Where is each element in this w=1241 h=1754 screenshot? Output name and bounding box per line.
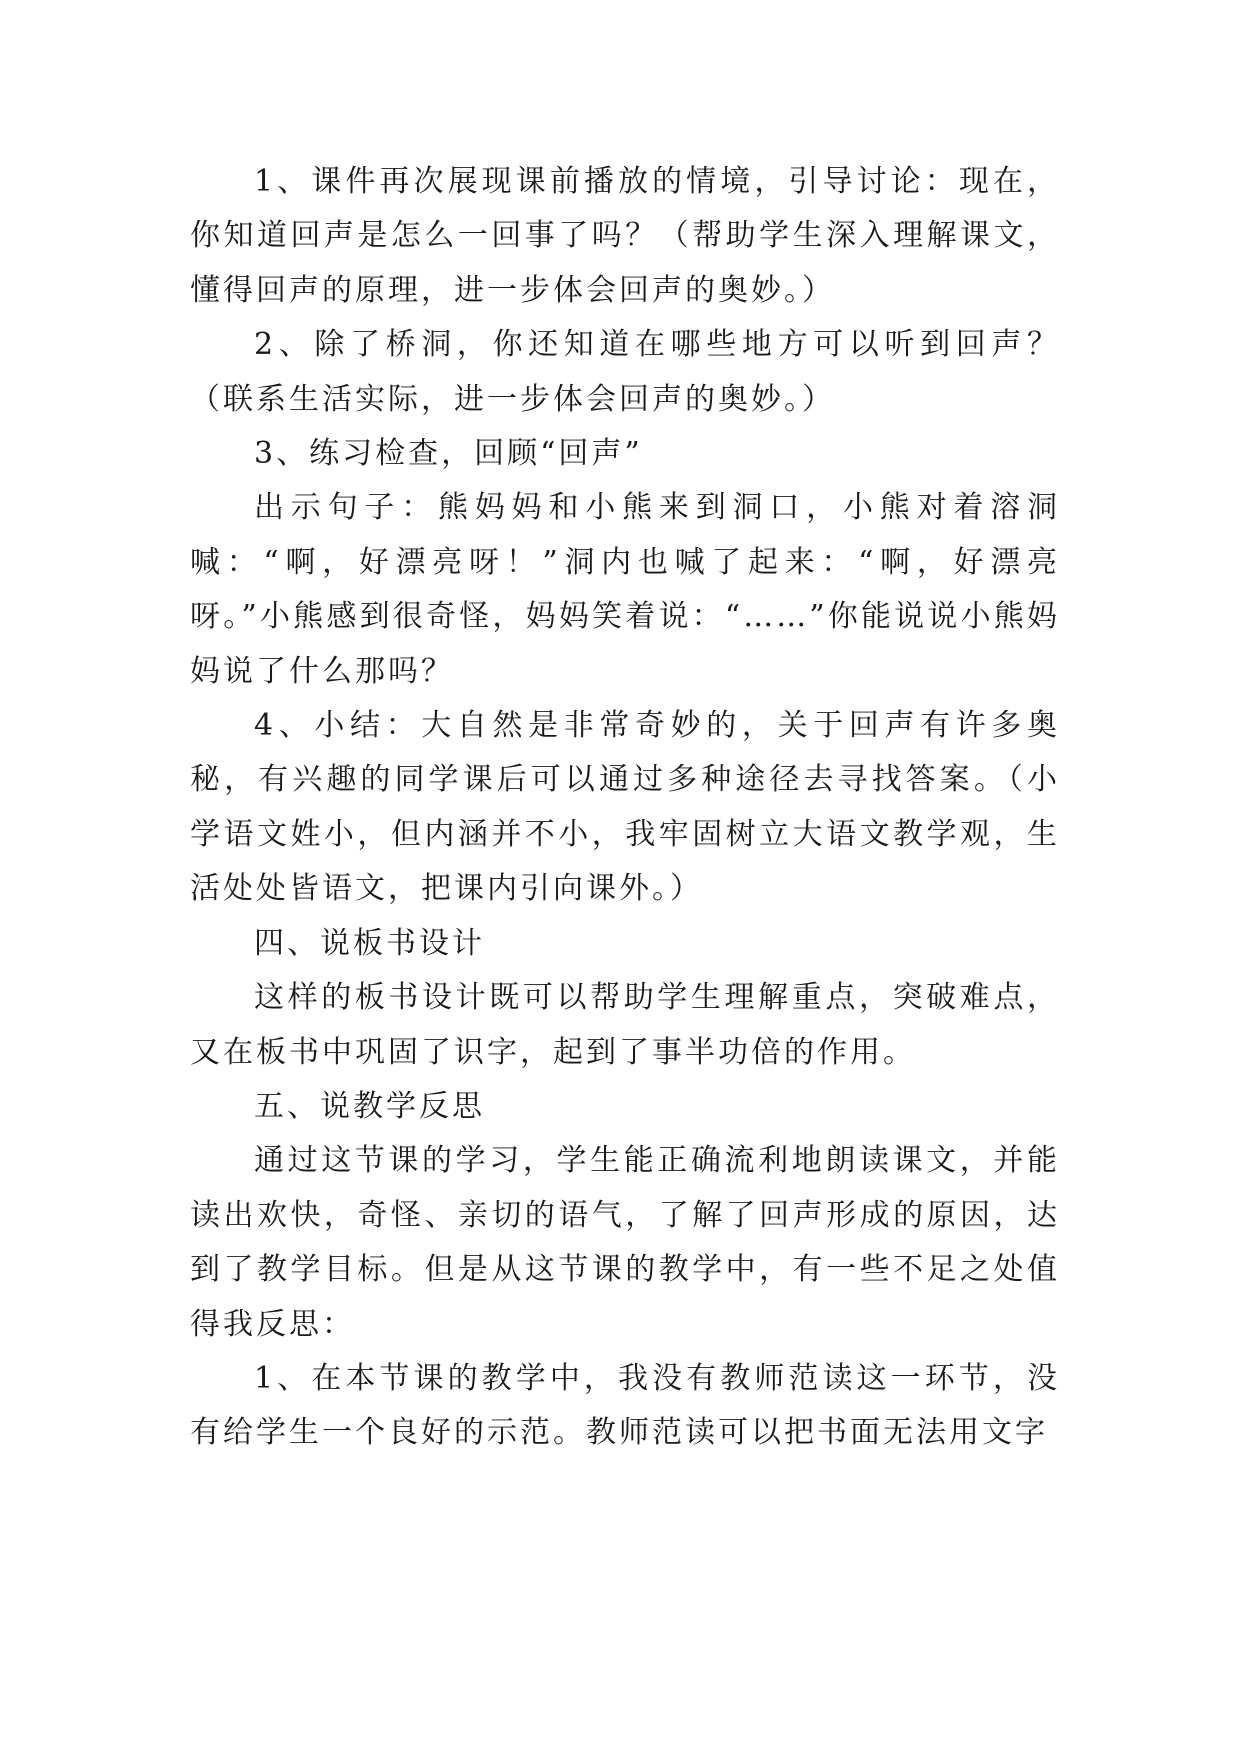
paragraph-5: 4、小结：大自然是非常奇妙的，关于回声有许多奥秘，有兴趣的同学课后可以通过多种途径去寻找答案。（小学语文姓小，但内涵并不小，我牢固树立大语文教学观，生活处处皆语文，把课内引向课外。） [190, 708, 1060, 907]
section-heading-board-design: 四、说板书设计 [254, 925, 485, 961]
paragraph-1: 1、课件再次展现课前播放的情境，引导讨论：现在，你知道回声是怎么一回事了吗？（帮助学生深入理解课文，懂得回声的原理，进一步体会回声的奥妙。） [190, 164, 1060, 308]
paragraph-7: 这样的板书设计既可以帮助学生理解重点，突破难点，又在板书中巩固了识字，起到了事半功倍的作用。 [190, 980, 1060, 1070]
paragraph-3: 3、练习检查，回顾“回声” [254, 436, 643, 472]
paragraph-9: 通过这节课的学习，学生能正确流利地朗读课文，并能读出欢快，奇怪、亲切的语气，了解了回声形成的原因，达到了教学目标。但是从这节课的教学中，有一些不足之处值得我反思： [190, 1143, 1060, 1342]
document-body [190, 155, 1060, 1461]
paragraph-10: 1、在本节课的教学中，我没有教师范读这一环节，没有给学生一个良好的示范。教师范读可以把书面无法用文字 [190, 1360, 1060, 1451]
paragraph-4: 出示句子：熊妈妈和小熊来到洞口，小熊对着溶洞喊：“啊，好漂亮呀！”洞内也喊了起来：“啊，好漂亮呀。”小熊感到很奇怪，妈妈笑着说：“……”你能说说小熊妈妈说了什么那吗？ [190, 490, 1060, 689]
section-heading-teaching-reflection: 五、说教学反思 [254, 1088, 485, 1124]
paragraph-2: 2、除了桥洞，你还知道在哪些地方可以听到回声？（联系生活实际，进一步体会回声的奥妙。） [190, 327, 1060, 417]
